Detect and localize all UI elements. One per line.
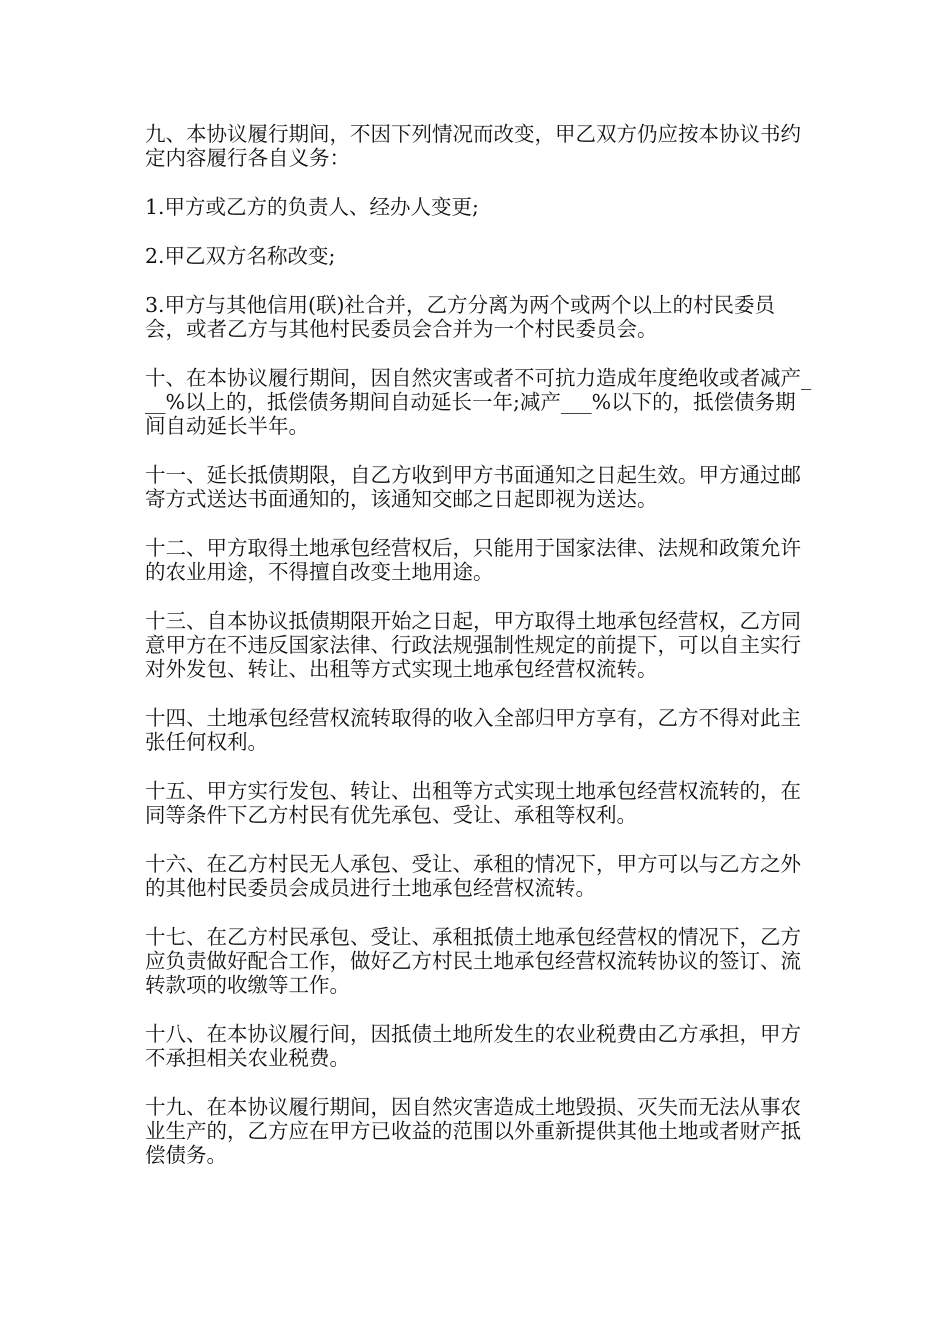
clause-15: 十五、甲方实行发包、转让、出租等方式实现土地承包经营权流转的，在同等条件下乙方村民有优先承包、受让、承租等权利。: [145, 779, 801, 827]
clause-12: 十二、甲方取得土地承包经营权后，只能用于国家法律、法规和政策允许的农业用途，不得擅自改变土地用途。: [145, 536, 801, 584]
clause-18: 十八、在本协议履行间，因抵债土地所发生的农业税费由乙方承担，甲方不承担相关农业税费。: [145, 1022, 801, 1070]
clause-14: 十四、土地承包经营权流转取得的收入全部归甲方享有，乙方不得对此主张任何权利。: [145, 706, 801, 754]
clause-19: 十九、在本协议履行期间，因自然灾害造成土地毁损、灭失而无法从事农业生产的，乙方应在甲方已收益的范围以外重新提供其他土地或者财产抵偿债务。: [145, 1095, 801, 1167]
clause-9-item-3: 3.甲方与其他信用(联)社合并，乙方分离为两个或两个以上的村民委员会，或者乙方与其他村民委员会合并为一个村民委员会。: [145, 293, 776, 341]
clause-9-item-2: 2.甲乙双方名称改变;: [145, 244, 336, 268]
clause-9: 九、本协议履行期间，不因下列情况而改变，甲乙双方仍应按本协议书约定内容履行各自义务：: [145, 122, 801, 170]
clause-11: 十一、延长抵债期限，自乙方收到甲方书面通知之日起生效。甲方通过邮寄方式送达书面通知的，该通知交邮之日起即视为送达。: [145, 463, 801, 511]
document-body: [145, 122, 815, 1192]
clause-16: 十六、在乙方村民无人承包、受让、承租的情况下，甲方可以与乙方之外的其他村民委员会成员进行土地承包经营权流转。: [145, 852, 801, 900]
clause-17: 十七、在乙方村民承包、受让、承租抵债土地承包经营权的情况下，乙方应负责做好配合工作，做好乙方村民土地承包经营权流转协议的签订、流转款项的收缴等工作。: [145, 925, 801, 997]
clause-13: 十三、自本协议抵债期限开始之日起，甲方取得土地承包经营权，乙方同意甲方在不违反国家法律、行政法规强制性规定的前提下，可以自主实行对外发包、转让、出租等方式实现土地承包经营权流转。: [145, 609, 801, 681]
clause-9-item-1: 1.甲方或乙方的负责人、经办人变更;: [145, 195, 479, 219]
clause-10: 十、在本协议履行期间，因自然灾害或者不可抗力造成年度绝收或者减产___%以上的，抵偿债务期间自动延长一年;减产___%以下的，抵偿债务期间自动延长半年。: [145, 366, 812, 438]
